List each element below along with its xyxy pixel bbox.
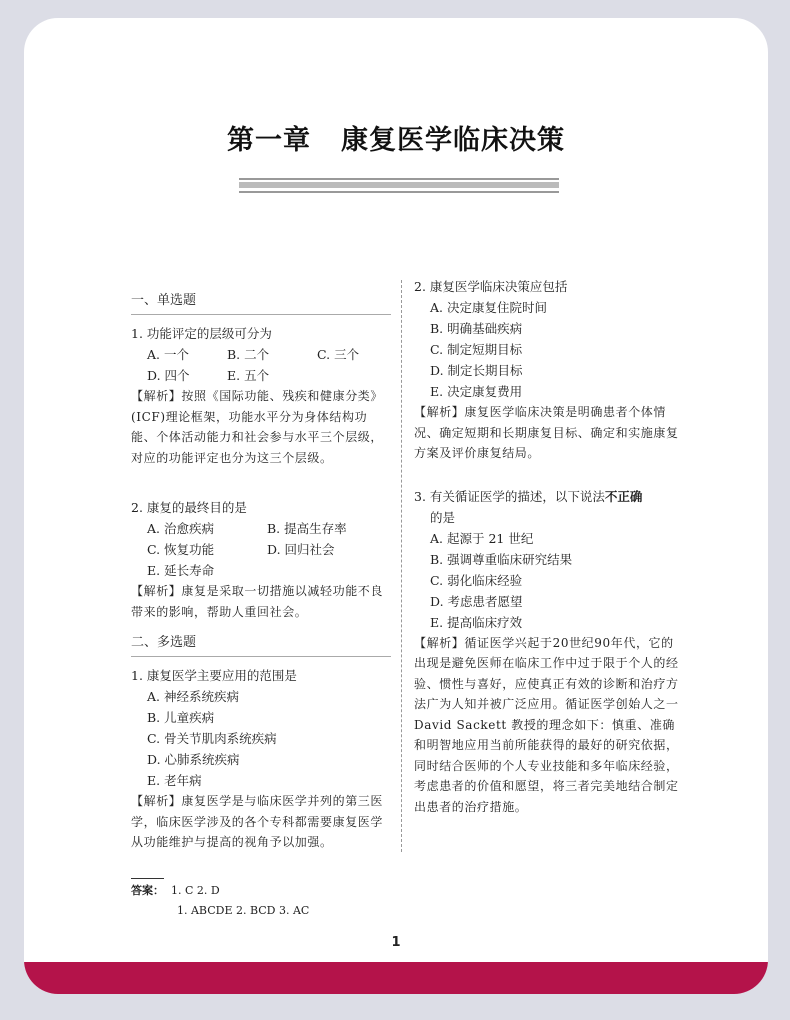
explanation-text: 按照《国际功能、残疾和健康分类》(ICF)理论框架，功能水平分为身体结构功能、个体活动能力和社会参与水平三个层级，对应的功能评定也分为这三个层级。	[131, 389, 384, 465]
footer-band	[24, 962, 768, 994]
option: A. 决定康复住院时间	[430, 300, 547, 315]
title-rule	[239, 191, 559, 193]
option: B. 儿童疾病	[147, 710, 215, 725]
explanation	[414, 633, 682, 818]
option: A. 治愈疾病	[147, 521, 214, 536]
explanation-tag: 【解析】	[414, 405, 465, 419]
option: C. 弱化临床经验	[430, 572, 523, 588]
option: E. 延长寿命	[147, 563, 215, 578]
column-divider	[401, 280, 402, 852]
explanation	[131, 386, 391, 468]
question-stem: 2. 康复医学临床决策应包括	[414, 279, 568, 294]
option: D. 考虑患者愿望	[430, 593, 523, 609]
answer-label: 答案：	[131, 878, 164, 901]
explanation-text: 康复医学临床决策是明确患者个体情况、确定短期和长期康复目标、确定和实施康复方案及评价康复结局。	[414, 405, 679, 460]
stem-text-end: 的是	[430, 509, 456, 525]
explanation-tag: 【解析】	[131, 584, 182, 598]
chapter-title	[24, 118, 768, 157]
question-stem: 1. 功能评定的层级可分为	[131, 326, 272, 341]
explanation-text: 循证医学兴起于20世纪90年代，它的出现是避免医师在临床工作中过于限于个人的经验、惯性与喜好，应使真正有效的诊断和治疗方法广为人知并被广泛应用。循证医学创始人之一 David Sackett 教授的理念如下：慎重、准确和明智地应用当前所能获得的最好的研究依据，同时结合医师的个人专业技能和多年临床经验，考虑患者的价值和愿望，将三者完美地结合制定出患者的治疗措施。	[414, 635, 679, 814]
explanation	[131, 791, 391, 853]
right-column	[414, 276, 682, 817]
title-rule	[239, 182, 559, 188]
stem-emphasis: 不正确	[604, 488, 643, 504]
option: D. 四个	[147, 368, 190, 383]
question-stem	[414, 486, 682, 528]
explanation-text: 康复医学是与临床医学并列的第三医学，临床医学涉及的各个专科都需要康复医学从功能维护与提高的视角予以加强。	[131, 794, 384, 849]
question	[414, 276, 682, 464]
option: B. 强调尊重临床研究结果	[430, 551, 573, 567]
option: A. 一个	[147, 347, 189, 362]
question-stem: 1. 康复医学主要应用的范围是	[131, 668, 297, 683]
section-heading: 二、多选题	[131, 632, 391, 657]
option-row	[131, 539, 391, 560]
answer-key	[131, 878, 309, 921]
option: C. 骨关节肌肉系统疾病	[147, 731, 277, 746]
option: E. 决定康复费用	[430, 384, 523, 399]
stem-text: 3. 有关循证医学的描述，以下说法	[414, 488, 605, 504]
page-number: 1	[391, 935, 401, 950]
explanation-text: 康复是采取一切措施以减轻功能不良带来的影响，帮助人重回社会。	[131, 584, 384, 619]
book-page	[24, 18, 768, 994]
section-heading: 一、单选题	[131, 290, 391, 315]
explanation	[131, 581, 391, 622]
option: A. 起源于 21 世纪	[430, 530, 534, 546]
option-row	[131, 518, 391, 539]
explanation-tag: 【解析】	[414, 635, 465, 650]
option: E. 老年病	[147, 773, 202, 788]
question-stem: 2. 康复的最终目的是	[131, 500, 247, 515]
title-rule	[239, 178, 559, 180]
question	[414, 486, 682, 818]
option: B. 明确基础疾病	[430, 321, 523, 336]
answer-line: 1. ABCDE 2. BCD 3. AC	[177, 904, 310, 917]
question	[131, 323, 391, 468]
option: E. 提高临床疗效	[430, 614, 523, 630]
option: D. 心肺系统疾病	[147, 752, 240, 767]
question	[131, 497, 391, 622]
option: C. 制定短期目标	[430, 342, 523, 357]
explanation-tag: 【解析】	[131, 794, 182, 808]
option-row	[131, 344, 391, 365]
answer-line: 1. C 2. D	[171, 884, 220, 897]
option: D. 制定长期目标	[430, 363, 523, 378]
option: E. 五个	[227, 368, 270, 383]
explanation	[414, 402, 682, 464]
question	[131, 665, 391, 853]
option: A. 神经系统疾病	[147, 689, 239, 704]
chapter-number: 第一章	[227, 125, 311, 156]
explanation-tag: 【解析】	[131, 389, 182, 403]
option: D. 回归社会	[267, 542, 335, 557]
chapter-name: 康复医学临床决策	[341, 125, 565, 156]
option: C. 恢复功能	[147, 542, 215, 557]
option: B. 二个	[227, 347, 270, 362]
left-column	[131, 290, 391, 853]
option-row	[131, 365, 391, 386]
option: C. 三个	[317, 347, 360, 362]
option: B. 提高生存率	[267, 521, 347, 536]
